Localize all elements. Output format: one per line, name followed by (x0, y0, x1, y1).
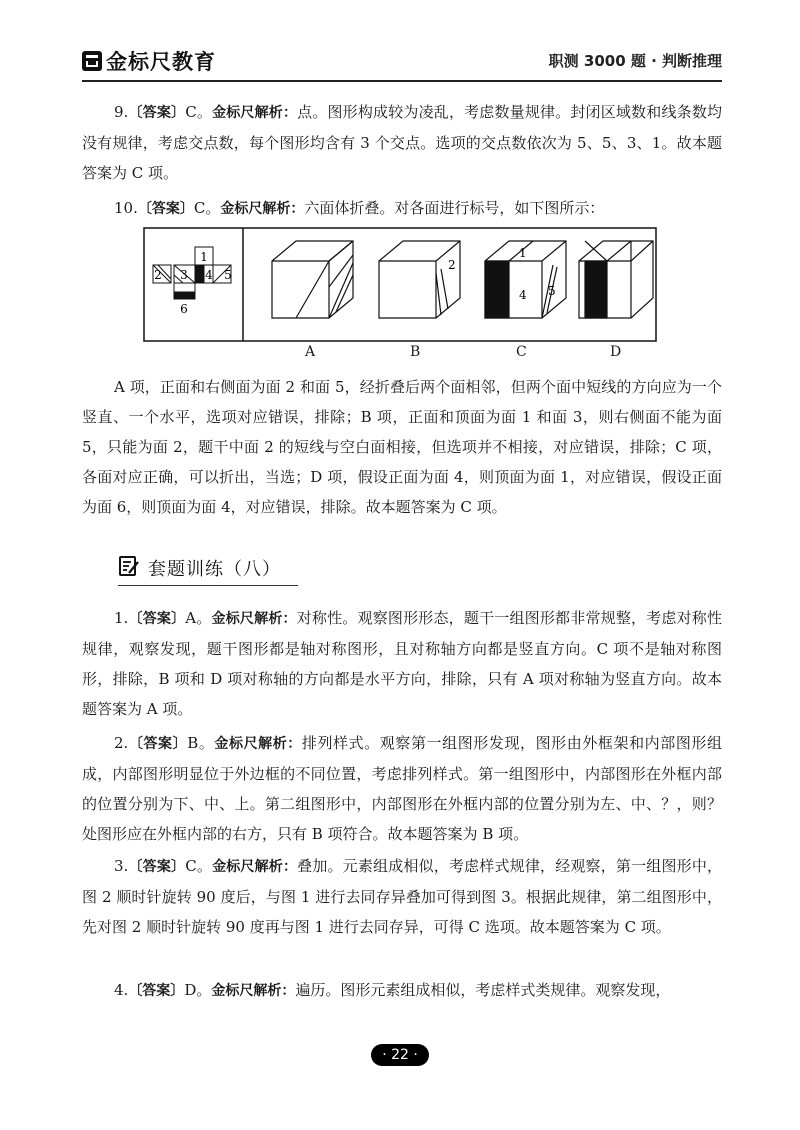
analysis-text: 六面体折叠。对各面进行标号，如下图所示： (304, 199, 605, 217)
cube-face-label: 4 (519, 288, 527, 302)
question-number: 3. (114, 857, 129, 875)
answer-s3 (82, 851, 722, 942)
net-face-label: 2 (154, 268, 162, 282)
analysis-label: 金标尺解析： (211, 983, 296, 999)
q10-explanation: A 项，正面和右侧面为面 2 和面 5，经折叠后两个面相邻，但两个面中短线的方向应为一个竖直、一个水平，选项对应错误，排除；B 项，正面和顶面为面 1 和面 3，则右侧面不能为面 5，只能为面 2，题干中面 2 的短线与空白面相接，但选项并不相接，对应错误，排除；C 项，各面对应正确，可以折出，当选；D 项，假设正面为面 4，则顶面为面 1，对应错误，假设正面为面 6，则顶面为面 4，对应错误，排除。故本题答案为 C 项。 (82, 378, 722, 516)
page-number: · 22 · (371, 1044, 429, 1066)
net-face-label: 3 (180, 268, 188, 282)
answer-label: 〔答案〕 (137, 201, 194, 217)
option-label-a: A (305, 344, 316, 360)
cube-option-b (379, 241, 460, 318)
answer-q10 (82, 193, 722, 224)
net-face-label: 6 (180, 302, 188, 316)
cube-option-a (272, 241, 353, 318)
answer-label: 〔答案〕 (128, 105, 186, 121)
book-title: 职测 3000 题 · 判断推理 (548, 52, 722, 70)
analysis-label: 金标尺解析： (211, 611, 297, 627)
cube-face-label: 2 (448, 258, 456, 272)
answer-s1 (82, 603, 722, 724)
answer-s2 (82, 728, 722, 849)
analysis-label: 金标尺解析： (212, 859, 298, 875)
answer-value: C。 (185, 103, 213, 121)
analysis-label: 金标尺解析： (220, 201, 305, 217)
option-label-c: C (516, 344, 527, 360)
option-label-d: D (610, 344, 622, 360)
net-face-label: 4 (205, 268, 213, 282)
net-face-label: 5 (224, 268, 232, 282)
answer-value: D。 (184, 981, 212, 999)
brand-logo-icon (82, 51, 102, 71)
page-header (82, 38, 722, 82)
analysis-label: 金标尺解析： (212, 105, 298, 121)
answer-s4 (82, 975, 722, 1006)
net-face-label: 1 (200, 250, 208, 264)
answer-label: 〔答案〕 (128, 611, 186, 627)
question-number: 1. (114, 609, 129, 627)
brand-name: 金标尺教育 (106, 50, 216, 74)
answer-value: C。 (185, 857, 213, 875)
section-title: 套题训练（八） (148, 559, 281, 580)
brand-logo (82, 46, 216, 76)
edit-note-icon (118, 555, 140, 577)
answer-value: B。 (187, 734, 215, 752)
question-number: 9. (114, 103, 129, 121)
answer-value: A。 (185, 609, 212, 627)
cube-net (153, 247, 231, 299)
option-labels (0, 344, 800, 364)
analysis-label: 金标尺解析： (214, 736, 302, 752)
cube-face-label: 1 (519, 246, 527, 260)
answer-label: 〔答案〕 (128, 736, 188, 752)
analysis-text: 遍历。图形元素组成相似，考虑样式类规律。观察发现， (295, 981, 671, 999)
analysis-text: 叠加。元素组成相似，考虑样式规律，经观察，第一组图形中，图 2 顺时针旋转 90 度后，与图 1 进行去同存异叠加可得到图 3。根据此规律，第二组图形中，先对图 2 顺时针旋转 90 度再与图 1 进行去同存异，可得 C 选项。故本题答案为 C 项。 (82, 857, 722, 936)
cube-option-d (579, 241, 653, 318)
answer-value: C。 (193, 199, 221, 217)
analysis-text: 排列样式。观察第一组图形发现，图形由外框架和内部图形组成，内部图形明显位于外边框的不同位置，考虑排列样式。第一组图形中，内部图形在外框内部的位置分别为下、中、上。第二组图形中，内部图形在外框内部的位置分别为左、中、？，则？处图形应在外框内部的右方，只有 B 项符合。故本题答案为 B 项。 (82, 734, 722, 843)
answer-label: 〔答案〕 (128, 859, 186, 875)
section-heading (118, 553, 298, 586)
option-label-b: B (410, 344, 421, 360)
analysis-text: 点。图形构成较为凌乱，考虑数量规律。封闭区域数和线条数均没有规律，考虑交点数，每个图形均含有 3 个交点。选项的交点数依次为 5、5、3、1。故本题答案为 C 项。 (82, 103, 722, 182)
question-number: 4. (114, 981, 129, 999)
question-number: 2. (114, 734, 129, 752)
cube-face-label: 5 (548, 284, 556, 298)
answer-label: 〔答案〕 (128, 983, 185, 999)
question-number: 10. (114, 199, 138, 217)
cube-net-figure (143, 227, 657, 342)
analysis-text: 对称性。观察图形形态，题干一组图形都非常规整，考虑对称性规律，观察发现，题干图形都是轴对称图形，且对称轴方向都是竖直方向。C 项不是轴对称图形，排除，B 项和 D 项对称轴的方向都是水平方向，排除，只有 A 项对称轴为竖直方向。故本题答案为 A 项。 (82, 609, 723, 718)
answer-q9 (82, 97, 722, 188)
